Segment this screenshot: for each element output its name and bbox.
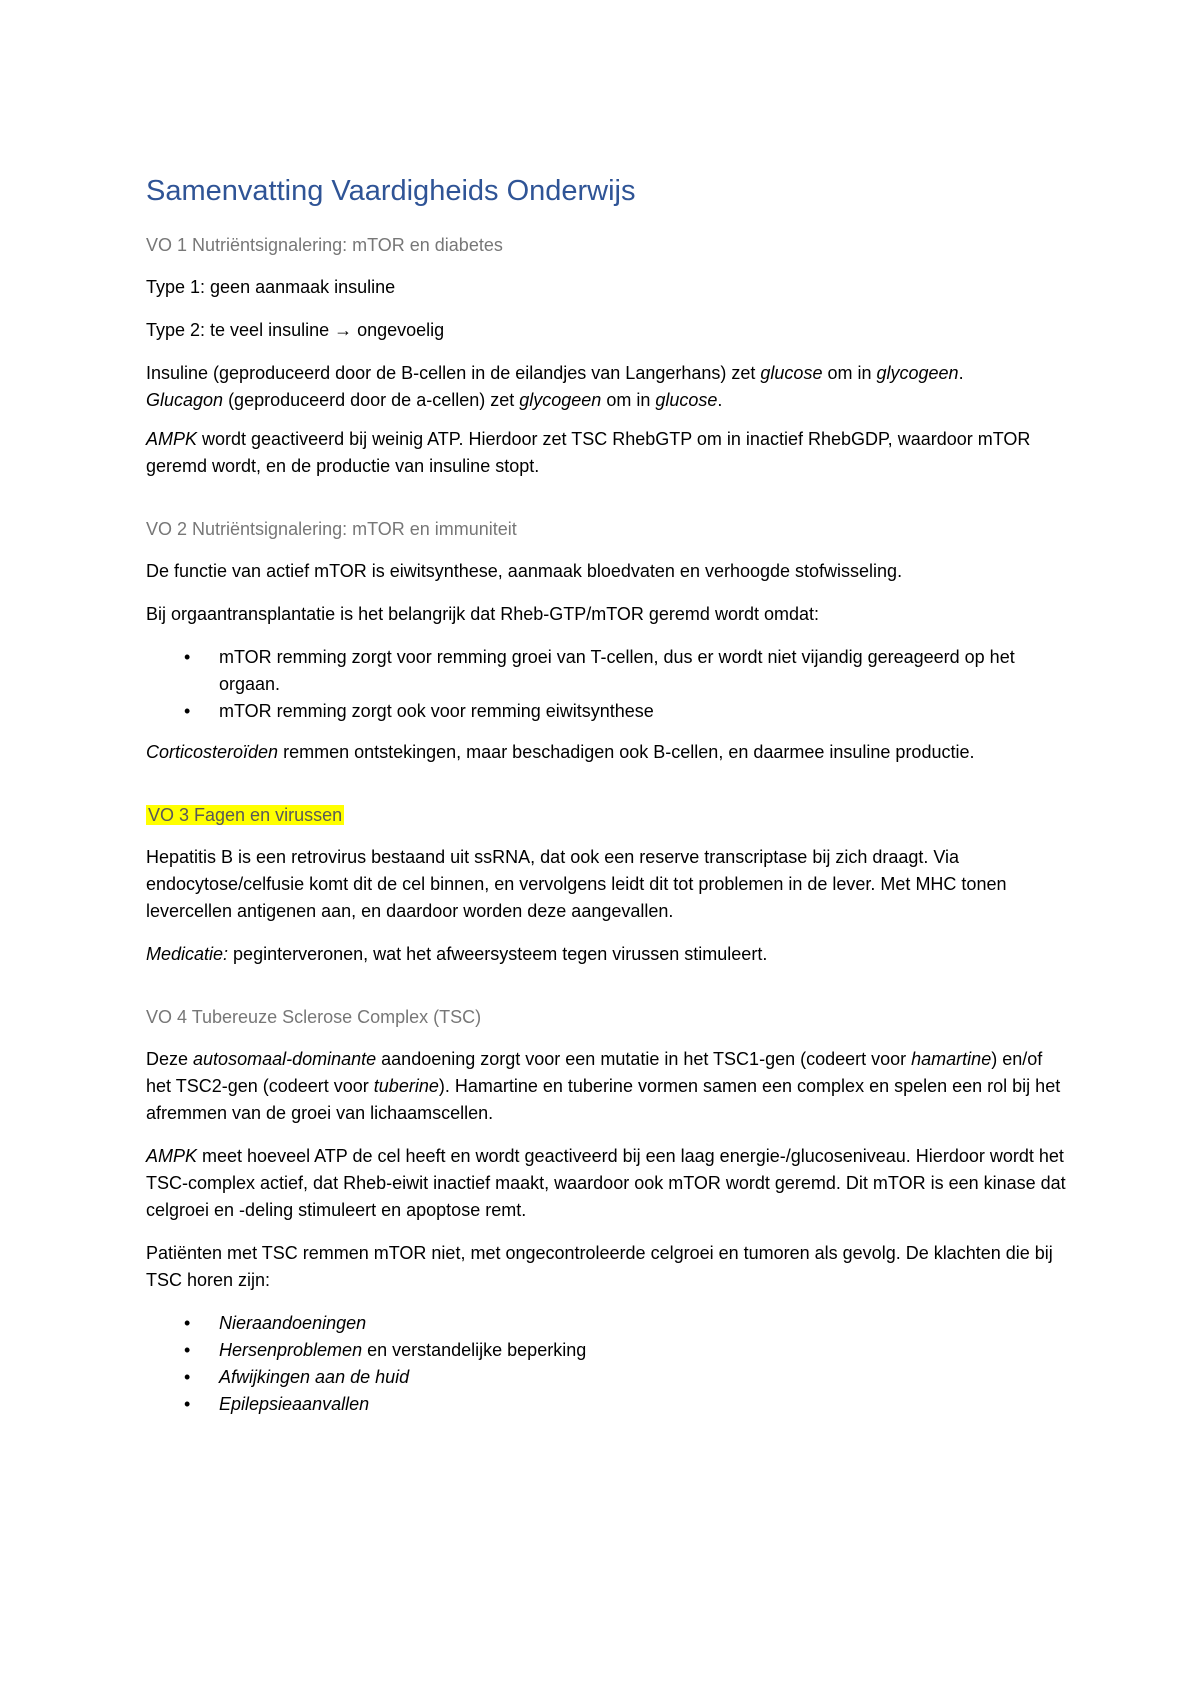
paragraph-hepatitis: Hepatitis B is een retrovirus bestaand uit ssRNA, dat ook een reserve transcriptase bij zich draagt. Via endocytose/celfusie komt dit de cel binnen, en vervolgens leidt dit tot problemen in de lever. Met MHC tonen levercellen antigenen aan, en daardoor worden deze aangevallen. xyxy=(146,847,1007,921)
bullet-icon: • xyxy=(184,1367,191,1387)
text-run: peginterveronen, wat het afweersysteem tegen virussen stimuleert. xyxy=(228,944,768,964)
bullet-icon: • xyxy=(184,647,191,667)
text-run: om in xyxy=(822,363,877,383)
list-item xyxy=(146,1364,1066,1391)
text-run-italic: glucose xyxy=(760,363,823,383)
text-run: meet hoeveel ATP de cel heeft en wordt geactiveerd bij een laag energie-/glucoseniveau. Hierdoor wordt het TSC-complex actief, dat Rheb-eiwit inactief maakt, waardoor ook mTOR wordt geremd. Dit mTOR is een kinase dat celgroei en -deling stimuleert en apoptose remt. xyxy=(146,1146,1066,1220)
list-item xyxy=(146,698,1066,725)
list-item-italic: Afwijkingen aan de huid xyxy=(219,1367,410,1387)
heading-vo3 xyxy=(146,802,1066,828)
text-run: Deze xyxy=(146,1049,194,1069)
text-run-italic: autosomaal-dominante xyxy=(193,1049,377,1069)
text-run-italic: glucose xyxy=(655,390,718,410)
text-run: (geproduceerd door de a-cellen) zet xyxy=(223,390,520,410)
paragraph-type2: Type 2: te veel insuline → ongevoelig xyxy=(146,320,445,340)
list-item xyxy=(146,644,1066,698)
text-run-italic: tuberine xyxy=(373,1076,439,1096)
bullet-list-vo2 xyxy=(146,644,1066,725)
text-run-italic: Glucagon xyxy=(146,390,224,410)
bullet-icon: • xyxy=(184,1394,191,1414)
heading-vo2: VO 2 Nutriëntsignalering: mTOR en immuniteit xyxy=(146,519,517,539)
list-item-italic: Epilepsieaanvallen xyxy=(219,1394,370,1414)
paragraph-type1: Type 1: geen aanmaak insuline xyxy=(146,277,396,297)
paragraph-corticosteroiden xyxy=(146,739,1066,766)
paragraph-tsc-aandoening xyxy=(146,1046,1066,1127)
bullet-icon: • xyxy=(184,701,191,721)
text-run: ). Hamartine en tuberine vormen samen een complex en spelen een rol bij het afremmen van de groei van lichaamscellen. xyxy=(146,1076,1061,1123)
list-item-text: mTOR remming zorgt ook voor remming eiwitsynthese xyxy=(219,701,654,721)
bullet-icon: • xyxy=(184,1313,191,1333)
bullet-list-vo4 xyxy=(146,1310,1066,1418)
list-item xyxy=(146,1337,1066,1364)
text-run-italic: Corticosteroïden xyxy=(146,742,279,762)
heading-vo1: VO 1 Nutriëntsignalering: mTOR en diabetes xyxy=(146,235,503,255)
bullet-icon: • xyxy=(184,1340,191,1360)
list-item xyxy=(146,1310,1066,1337)
text-run: ) en/of het TSC2-gen (codeert voor xyxy=(146,1049,1043,1096)
text-run: . xyxy=(717,390,723,410)
text-run-italic: AMPK xyxy=(146,1146,198,1166)
list-item xyxy=(146,1391,1066,1418)
list-item-italic: Hersenproblemen xyxy=(219,1340,363,1360)
text-run: aandoening zorgt voor een mutatie in het TSC1-gen (codeert voor xyxy=(376,1049,912,1069)
text-run-italic: hamartine xyxy=(911,1049,992,1069)
text-run: om in xyxy=(601,390,656,410)
text-run-italic: AMPK xyxy=(146,429,198,449)
text-run-italic: glycogeen xyxy=(876,363,959,383)
paragraph-ampk-tsc xyxy=(146,1143,1066,1224)
text-run: remmen ontstekingen, maar beschadigen ook B-cellen, en daarmee insuline productie. xyxy=(278,742,975,762)
text-run-italic: glycogeen xyxy=(519,390,602,410)
text-run-italic: Medicatie: xyxy=(146,944,229,964)
paragraph-insuline xyxy=(146,360,1066,414)
list-item-text: en verstandelijke beperking xyxy=(362,1340,587,1360)
paragraph-mtor-functie: De functie van actief mTOR is eiwitsynthese, aanmaak bloedvaten en verhoogde stofwisseling. xyxy=(146,561,903,581)
heading-vo4: VO 4 Tubereuze Sclerose Complex (TSC) xyxy=(146,1007,482,1027)
paragraph-medicatie xyxy=(146,941,1066,968)
paragraph-orgaantransplantatie: Bij orgaantransplantatie is het belangrijk dat Rheb-GTP/mTOR geremd wordt omdat: xyxy=(146,604,819,624)
list-item-text: mTOR remming zorgt voor remming groei van T-cellen, dus er wordt niet vijandig gereageerd op het orgaan. xyxy=(219,647,1015,694)
paragraph-ampk xyxy=(146,426,1066,480)
document-title: Samenvatting Vaardigheids Onderwijs xyxy=(146,175,636,207)
paragraph-patienten: Patiënten met TSC remmen mTOR niet, met ongecontroleerde celgroei en tumoren als gevolg. De klachten die bij TSC horen zijn: xyxy=(146,1243,1053,1290)
text-run: . xyxy=(958,363,964,383)
highlighted-heading-text: VO 3 Fagen en virussen xyxy=(148,805,343,825)
text-run: Insuline (geproduceerd door de B-cellen in de eilandjes van Langerhans) zet xyxy=(146,363,761,383)
list-item-italic: Nieraandoeningen xyxy=(219,1313,367,1333)
text-run: wordt geactiveerd bij weinig ATP. Hierdoor zet TSC RhebGTP om in inactief RhebGDP, waardoor mTOR geremd wordt, en de productie van insuline stopt. xyxy=(146,429,1031,476)
document-page xyxy=(146,172,1066,1432)
